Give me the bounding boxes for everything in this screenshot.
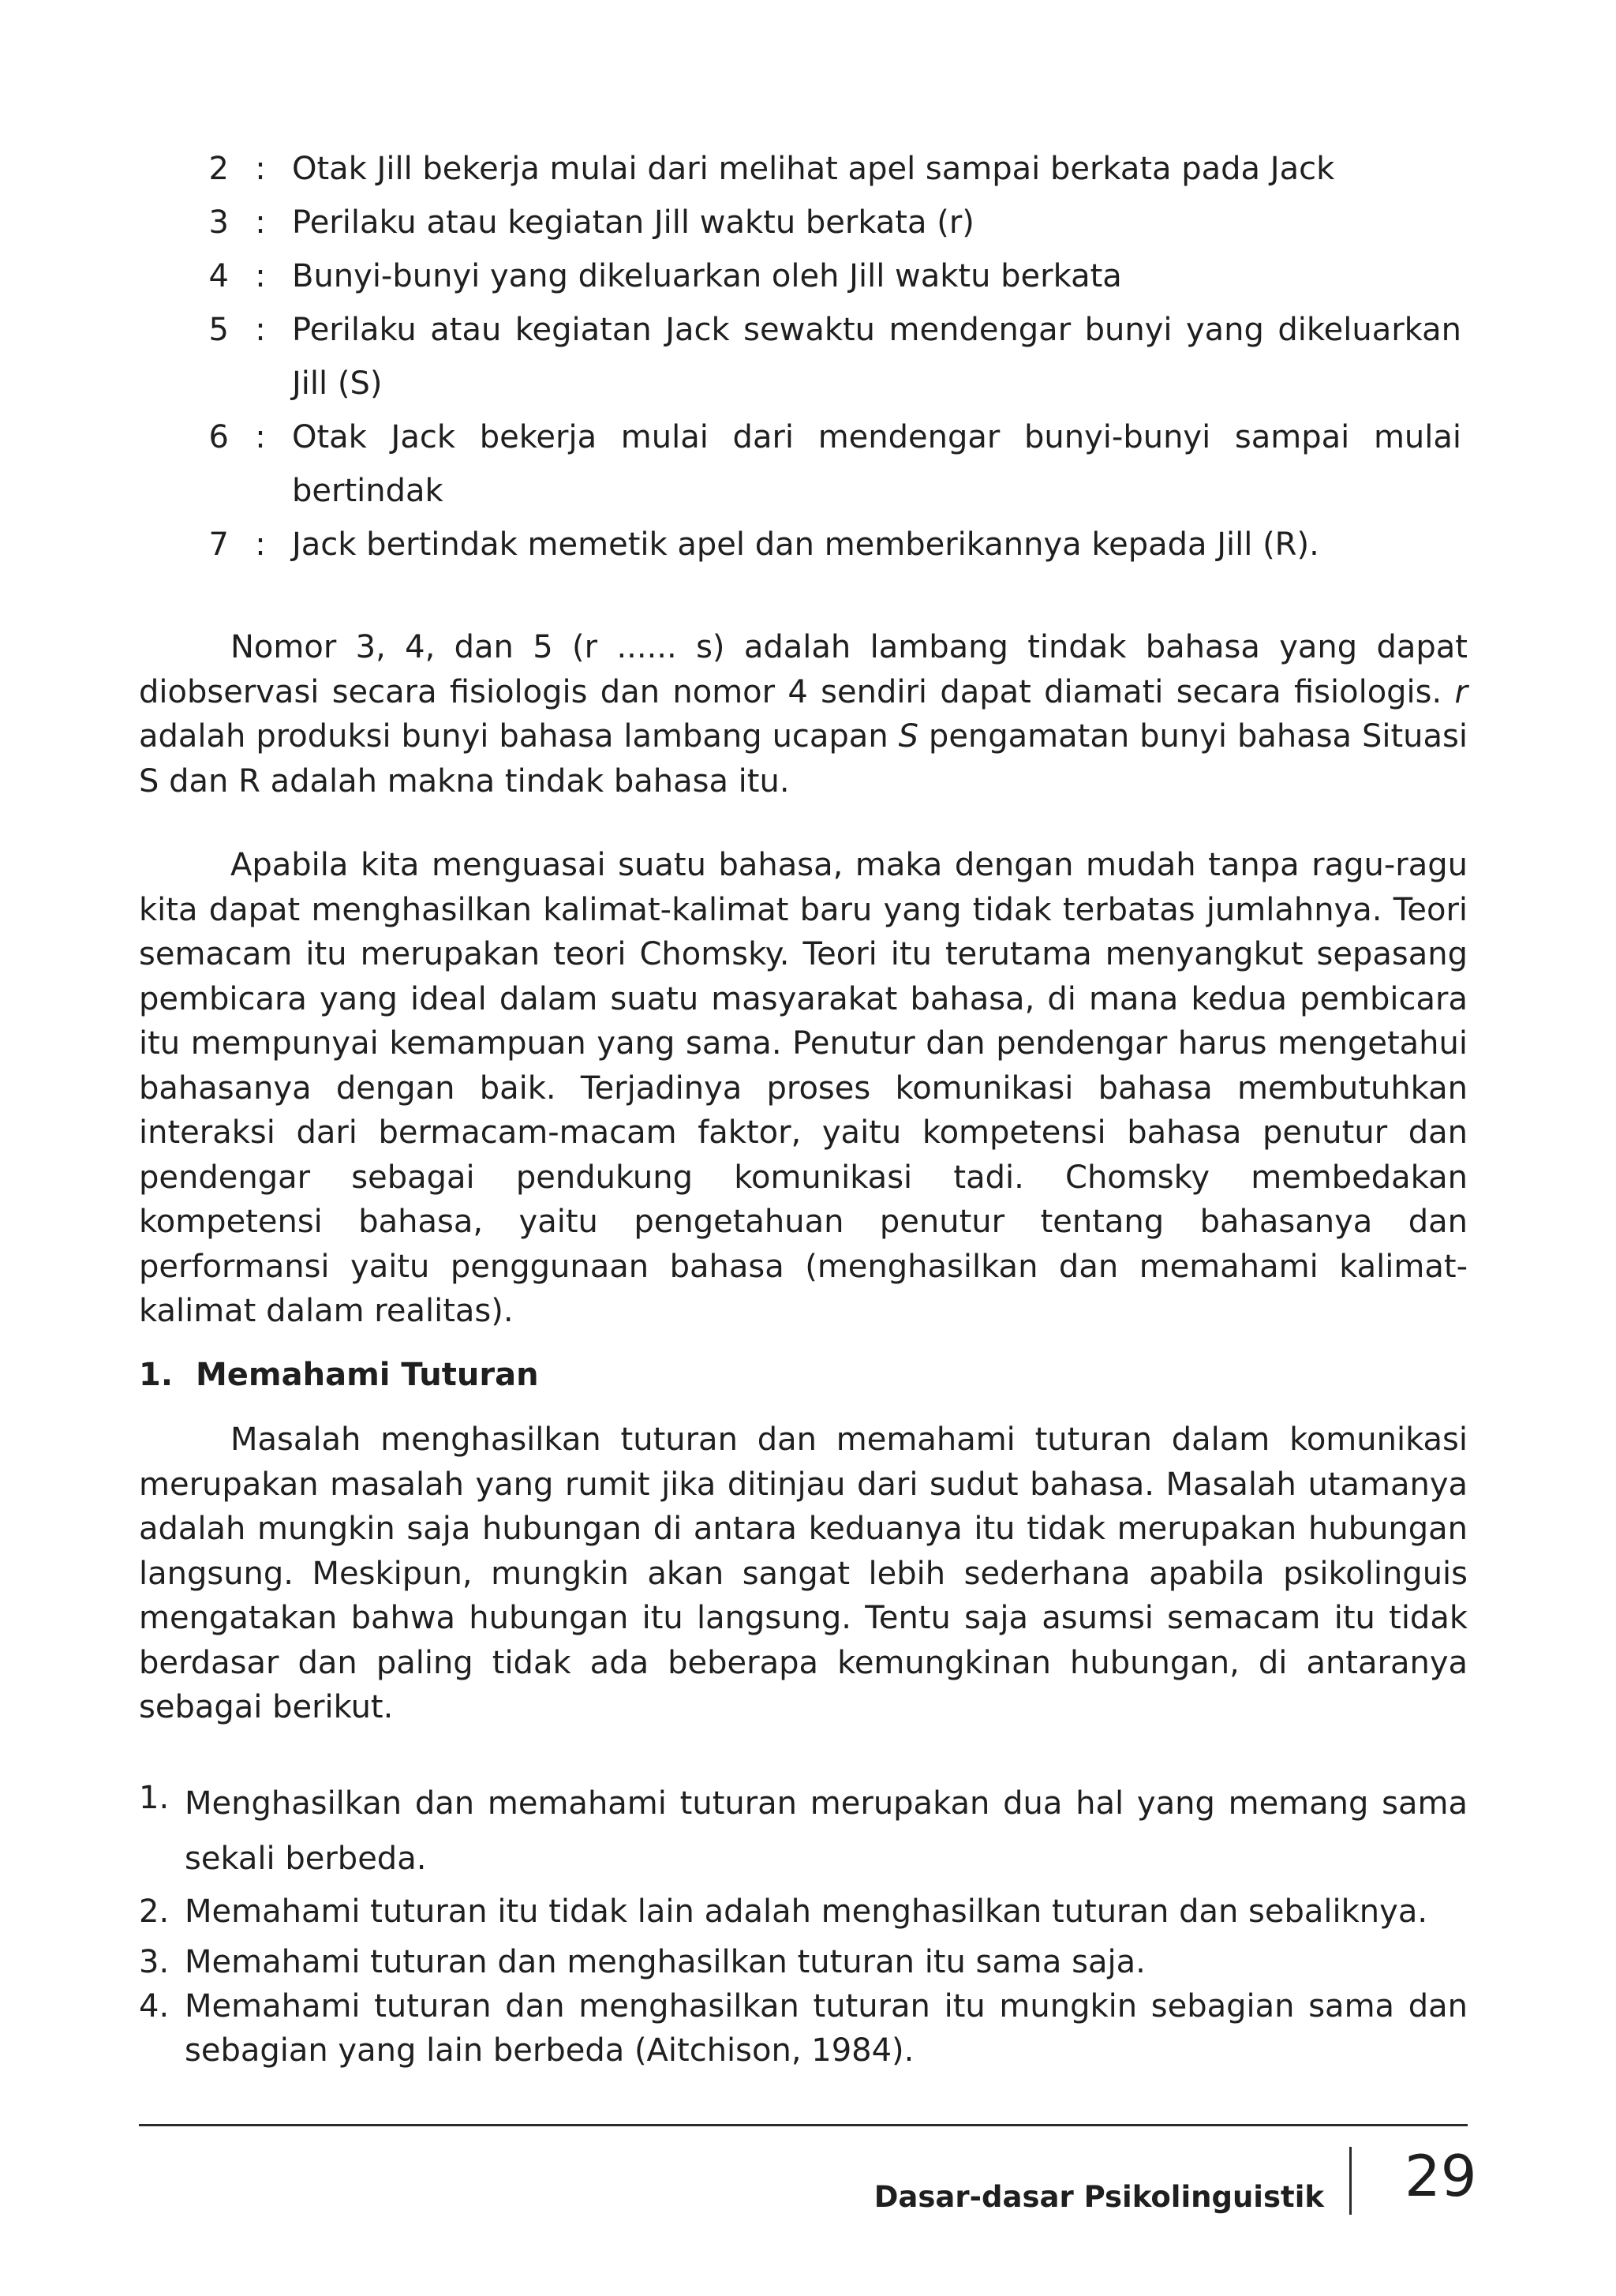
list-number: 4.: [139, 1988, 170, 2024]
list-separator: :: [255, 204, 266, 241]
section-heading: [139, 1351, 539, 1399]
list-text: Memahami tuturan itu tidak lain adalah menghasilkan tuturan dan sebaliknya.: [185, 1893, 1428, 1930]
list-separator: :: [255, 312, 266, 348]
paragraph-text: Nomor 3, 4, dan 5 (r ...... s) adalah lambang tindak bahasa yang dapat diobservasi secara fisiologis dan nomor 4 sendiri dapat diamati secara fisiologis.: [139, 629, 1468, 710]
list-item: [139, 1940, 1468, 1984]
list-number: 4: [208, 258, 229, 294]
list-separator: :: [255, 526, 266, 563]
list-number: 6: [208, 419, 229, 455]
list-number: 3.: [139, 1944, 170, 1980]
paragraph-text: adalah produksi bunyi bahasa lambang ucapan: [139, 718, 899, 755]
paragraph-text: pengamatan bunyi bahasa Situasi S dan R adalah makna tindak bahasa itu.: [139, 718, 1468, 800]
list-text: Menghasilkan dan memahami tuturan merupakan dua hal yang memang sama sekali berbeda.: [185, 1785, 1468, 1877]
list-item: [181, 410, 1476, 518]
list-item: [181, 518, 1476, 571]
italic-s: S: [898, 718, 918, 755]
list-item: [139, 1776, 1468, 1886]
footer-divider: [139, 2124, 1468, 2126]
list-item: [181, 249, 1476, 303]
list-separator: :: [255, 151, 266, 187]
footer-book-title: Dasar-dasar Psikolinguistik: [873, 2180, 1324, 2214]
list-text: Memahami tuturan dan menghasilkan tuturan itu mungkin sebagian sama dan sebagian yang lain berbeda (Aitchison, 1984).: [185, 1988, 1468, 2069]
list-number: 7: [208, 526, 229, 563]
list-separator: :: [255, 419, 266, 455]
section-title: Memahami Tuturan: [196, 1357, 539, 1393]
list-item: [181, 196, 1476, 249]
list-item: [181, 142, 1476, 196]
list-item: [181, 303, 1476, 410]
list-text: Memahami tuturan dan menghasilkan tuturan itu sama saja.: [185, 1944, 1146, 1980]
list-number: 1.: [139, 1780, 170, 1816]
list-text: Bunyi-bunyi yang dikeluarkan oleh Jill waktu berkata: [292, 258, 1122, 294]
section-number: 1.: [139, 1357, 174, 1393]
list-number: 2.: [139, 1893, 170, 1930]
list-number: 2: [208, 151, 229, 187]
footer-vertical-separator: [1349, 2147, 1352, 2215]
page-number: 29: [1405, 2143, 1477, 2209]
paragraph-memahami-tuturan: Masalah menghasilkan tuturan dan memahami tuturan dalam komunikasi merupakan masalah yang rumit jika ditinjau dari sudut bahasa. Masalah utamanya adalah mungkin saja hubungan di antara keduanya itu tidak merupakan hubungan langsung. Meskipun, mungkin akan sangat lebih sederhana apabila psikolinguis mengatakan bahwa hubungan itu langsung. Tentu saja asumsi semacam itu tidak berdasar dan paling tidak ada beberapa kemungkinan hubungan, di antaranya sebagai berikut.: [139, 1421, 1468, 1725]
list-number: 3: [208, 204, 229, 241]
options-list: [139, 1781, 1468, 2073]
italic-r: r: [1454, 673, 1468, 710]
paragraph-teori-chomsky: Apabila kita menguasai suatu bahasa, maka dengan mudah tanpa ragu-ragu kita dapat menghasilkan kalimat-kalimat baru yang tidak terbatas jumlahnya. Teori semacam itu merupakan teori Chomsky. Teori itu terutama menyangkut sepasang pembicara yang ideal dalam suatu masyarakat bahasa, di mana kedua pembicara itu mempunyai kemampuan yang sama. Penutur dan pendengar harus mengetahui bahasanya dengan baik. Terjadinya proses komunikasi bahasa membutuhkan interaksi dari bermacam-macam faktor, yaitu kompetensi bahasa penutur dan pendengar sebagai pendukung komunikasi tadi. Chomsky membedakan kompetensi bahasa, yaitu pengetahuan penutur tentang bahasanya dan performansi yaitu penggunaan bahasa (menghasilkan dan memahami kalimat-kalimat dalam realitas).: [139, 847, 1468, 1329]
list-text: Perilaku atau kegiatan Jack sewaktu mendengar bunyi yang dikeluarkan Jill (S): [292, 312, 1461, 402]
list-separator: :: [255, 258, 266, 294]
list-number: 5: [208, 312, 229, 348]
list-text: Perilaku atau kegiatan Jill waktu berkata (r): [292, 204, 974, 241]
list-text: Otak Jill bekerja mulai dari melihat apel sampai berkata pada Jack: [292, 151, 1335, 187]
list-item: [139, 1890, 1468, 1934]
list-item: [139, 1984, 1468, 2073]
list-text: Jack bertindak memetik apel dan memberikannya kepada Jill (R).: [292, 526, 1319, 563]
numbered-list: [181, 142, 1476, 571]
list-text: Otak Jack bekerja mulai dari mendengar bunyi-bunyi sampai mulai bertindak: [292, 419, 1461, 509]
paragraph-lambang-tindak-bahasa: [139, 625, 1468, 803]
